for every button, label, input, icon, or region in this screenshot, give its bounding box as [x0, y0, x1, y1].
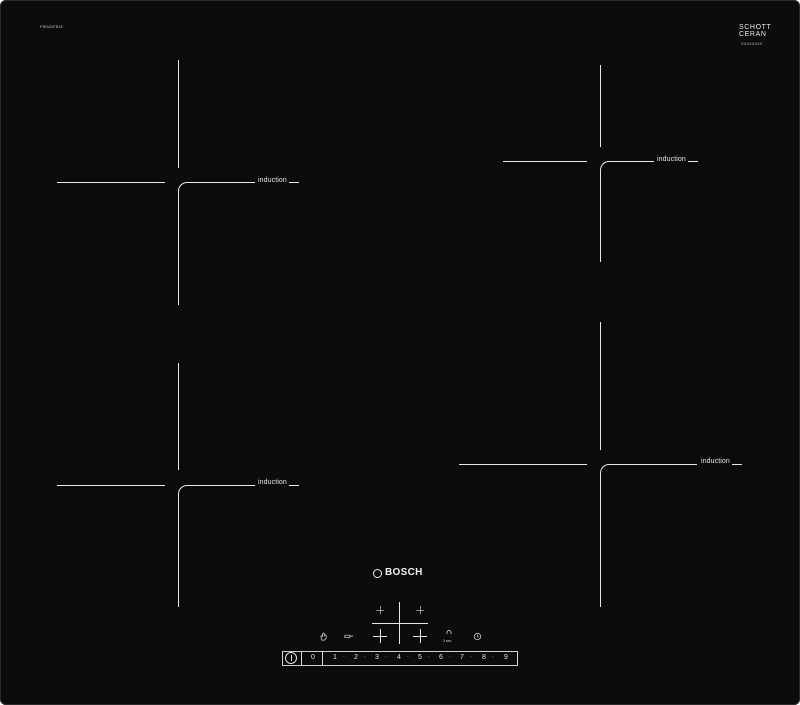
slider-digit-6[interactable]: 6 — [439, 654, 443, 661]
slider-dot: · — [385, 654, 387, 660]
slider-digit-2[interactable]: 2 — [354, 654, 358, 661]
zone-label: induction — [258, 177, 287, 184]
slider-digit-9[interactable]: 9 — [504, 654, 508, 661]
slider-dot: · — [343, 654, 345, 660]
zone-marker-corner — [600, 161, 654, 262]
child-lock-text: 3 sec — [443, 639, 452, 643]
zone-select-rear-left-button[interactable] — [376, 606, 384, 614]
slider-dot: · — [470, 654, 472, 660]
zone-select-rear-right-button[interactable] — [416, 606, 424, 614]
schott-ceran-line1: SCHOTT — [739, 24, 772, 31]
pan-icon[interactable] — [343, 632, 355, 642]
zone-marker-line — [688, 161, 698, 162]
zone-label: induction — [701, 458, 730, 465]
bosch-logo-icon — [373, 569, 382, 578]
zone-marker-line — [289, 182, 299, 183]
zone-marker-line — [178, 60, 180, 168]
zone-label: induction — [657, 156, 686, 163]
slider-divider — [301, 651, 302, 665]
power-button[interactable] — [285, 652, 297, 664]
selector-divider — [372, 623, 428, 624]
slider-digit-0[interactable]: 0 — [311, 654, 315, 661]
zone-marker-line — [459, 464, 587, 465]
zone-marker-line — [600, 322, 602, 450]
zone-marker-line — [289, 485, 299, 486]
slider-digit-4[interactable]: 4 — [397, 654, 401, 661]
slider-top-line — [282, 651, 518, 652]
slider-digit-5[interactable]: 5 — [418, 654, 422, 661]
slider-digit-1[interactable]: 1 — [333, 654, 337, 661]
slider-dot: · — [407, 654, 409, 660]
zone-marker-line — [600, 65, 602, 147]
zone-marker-line — [57, 485, 165, 486]
slider-dot: · — [449, 654, 451, 660]
zone-marker-line — [178, 363, 180, 470]
zone-marker-corner — [178, 182, 255, 305]
slider-digit-8[interactable]: 8 — [482, 654, 486, 661]
zone-marker-line — [503, 161, 587, 162]
schott-ceran-subtext: XXXXXXXX — [741, 41, 763, 46]
hand-icon[interactable] — [317, 632, 329, 643]
zone-marker-corner — [600, 464, 697, 607]
slider-edge — [282, 651, 283, 665]
slider-digit-3[interactable]: 3 — [375, 654, 379, 661]
power-icon — [291, 655, 292, 661]
model-code: PIE631FB1E — [40, 24, 64, 29]
timer-icon[interactable] — [471, 632, 483, 643]
brand-name: BOSCH — [385, 567, 423, 578]
slider-digit-7[interactable]: 7 — [460, 654, 464, 661]
zone-marker-line — [732, 464, 742, 465]
slider-dot: · — [492, 654, 494, 660]
zone-marker-corner — [178, 485, 255, 607]
zone-label: induction — [258, 479, 287, 486]
slider-divider — [322, 651, 323, 665]
zone-select-front-left-button[interactable] — [373, 629, 387, 643]
slider-dot: · — [428, 654, 430, 660]
slider-edge — [517, 651, 518, 665]
schott-ceran-line2: CERAN — [739, 31, 767, 38]
slider-dot: · — [364, 654, 366, 660]
slider-bottom-line — [282, 665, 518, 666]
zone-marker-line — [57, 182, 165, 183]
zone-select-front-right-button[interactable] — [413, 629, 427, 643]
schott-ceran-logo — [739, 24, 771, 38]
